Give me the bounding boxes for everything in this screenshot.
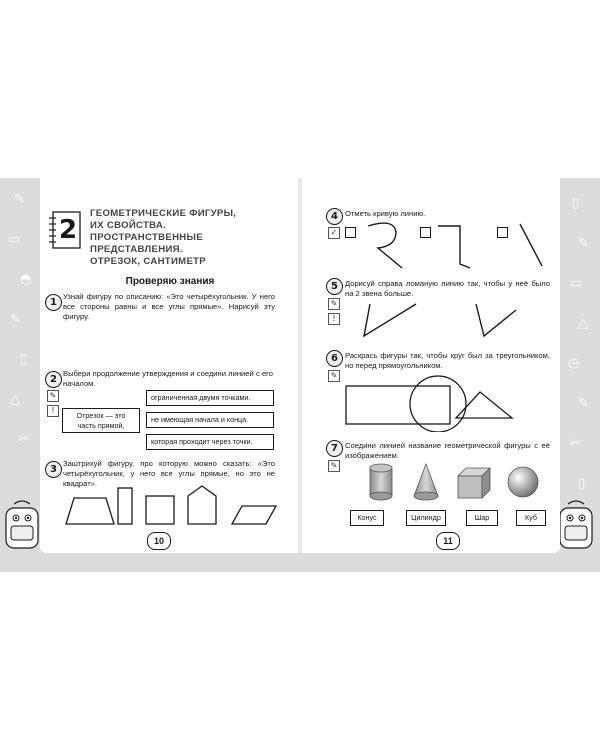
pencil-icon: ✎ [47, 390, 59, 402]
pentagon-shape[interactable] [188, 486, 216, 524]
sphere-solid[interactable] [508, 467, 538, 497]
label-cone[interactable]: Конус [350, 510, 384, 526]
triangle-doodle-icon: △ [10, 392, 20, 407]
backpack-mascot-left [2, 500, 42, 552]
pencil-icon: ✎ [328, 370, 340, 382]
book-spine [298, 178, 302, 553]
task-5-text: Дорисуй справа ломаную линию так, чтобы у неё было на 2 звена больше. [345, 279, 550, 298]
curved-line[interactable] [368, 223, 402, 268]
task-number-badge: 1 [45, 294, 62, 311]
chapter-title [90, 208, 236, 268]
tall-rectangle-shape[interactable] [118, 488, 132, 524]
task-number-badge: 5 [326, 278, 343, 295]
chapter-title-line: ПРЕДСТАВЛЕНИЯ. [90, 244, 183, 255]
scissors-doodle-icon: ✂ [18, 432, 29, 447]
task-3-shapes [62, 484, 278, 528]
cylinder-solid[interactable] [370, 464, 392, 500]
page-number-left: 10 [147, 532, 171, 550]
task-4-lines [360, 218, 550, 278]
scissors-doodle-icon: ✂ [570, 436, 581, 451]
chapter-title-line: ОТРЕЗОК, САНТИМЕТР [90, 256, 207, 267]
sample-polyline [364, 304, 416, 336]
label-cube[interactable]: Куб [516, 510, 546, 526]
task-number-badge: 4 [326, 208, 343, 225]
exclamation-icon: ! [328, 313, 340, 325]
backpack-mascot-right [556, 500, 596, 552]
cone-solid[interactable] [414, 464, 438, 500]
clock-doodle-icon: ◷ [568, 356, 580, 371]
pencil-doodle-icon: ✎ [578, 396, 589, 411]
book-doodle-icon: ▯ [578, 476, 586, 491]
statement-ending-box[interactable]: не имеющая начала и конца. [146, 412, 274, 428]
chapter-number-badge [48, 210, 82, 250]
task-4-text: Отметь кривую линию. [345, 209, 426, 218]
statement-ending-box[interactable]: которая проходит через точки. [146, 434, 274, 450]
check-icon: ✓ [328, 227, 340, 239]
straight-line[interactable] [520, 224, 542, 266]
task-6-text: Раскрась фигуры так, чтобы круг был за треугольником, но перед прямоугольником. [345, 351, 550, 370]
section-title: Проверяю знания [125, 276, 215, 287]
trapezoid-shape[interactable] [66, 498, 114, 524]
checkbox[interactable] [345, 227, 356, 238]
parallelogram-shape[interactable] [232, 506, 276, 524]
target-polyline[interactable] [476, 304, 516, 336]
rectangle-figure[interactable] [346, 386, 450, 424]
task-number-badge: 6 [326, 350, 343, 367]
book-doodle-icon: ▯ [20, 352, 28, 367]
task-3-text: Заштрихуй фигуру, про которую можно сказать: «Это четырёхугольник, у него все углы прямые, но это не квадрат». [63, 459, 275, 488]
pencil-doodle-icon: ✎ [14, 192, 25, 207]
broken-line[interactable] [438, 226, 470, 268]
protractor-doodle-icon: ◓ [20, 272, 32, 287]
chapter-title-line: ПРОСТРАНСТВЕННЫЕ [90, 232, 203, 243]
chapter-title-line: ГЕОМЕТРИЧЕСКИЕ ФИГУРЫ, [90, 208, 237, 219]
page-number-right: 11 [436, 532, 460, 550]
task-number-badge: 2 [45, 371, 62, 388]
cube-solid[interactable] [458, 468, 490, 498]
pencil-doodle-icon: ✎ [578, 236, 589, 251]
task-7-solids [360, 460, 550, 504]
task-6-figures [344, 368, 544, 432]
task-7-text: Соедини линией название геометрической фигуры с её изображением. [345, 441, 550, 460]
triangle-doodle-icon: △ [578, 316, 588, 331]
exclamation-icon: ! [47, 405, 59, 417]
chapter-number: 2 [58, 215, 78, 245]
task-number-badge: 7 [326, 440, 343, 457]
statement-ending-box[interactable]: ограниченная двумя точками. [146, 390, 274, 406]
task-2-text: Выбери продолжение утверждения и соедини линией с его началом. [63, 369, 273, 388]
ruler-doodle-icon: ▭ [8, 232, 21, 247]
task-number-badge: 3 [45, 461, 62, 478]
ruler-doodle-icon: ▭ [570, 276, 583, 291]
square-shape[interactable] [146, 496, 174, 524]
statement-start-box[interactable]: Отрезок — это часть прямой, [62, 408, 140, 433]
book-doodle-icon: ▯ [572, 196, 580, 211]
pencil-doodle-icon: ✎ [10, 312, 21, 327]
pencil-icon: ✎ [328, 298, 340, 310]
label-sphere[interactable]: Шар [466, 510, 498, 526]
task-5-polylines [356, 296, 556, 342]
chapter-title-line: ИХ СВОЙСТВА. [90, 220, 167, 231]
pencil-icon: ✎ [328, 460, 340, 472]
label-cylinder[interactable]: Цилиндр [406, 510, 446, 526]
task-1-text: Узнай фигуру по описанию: «Это четырёхугольник. У него все стороны равны и все углы прямые». Нарисуй эту фигуру. [63, 292, 275, 321]
